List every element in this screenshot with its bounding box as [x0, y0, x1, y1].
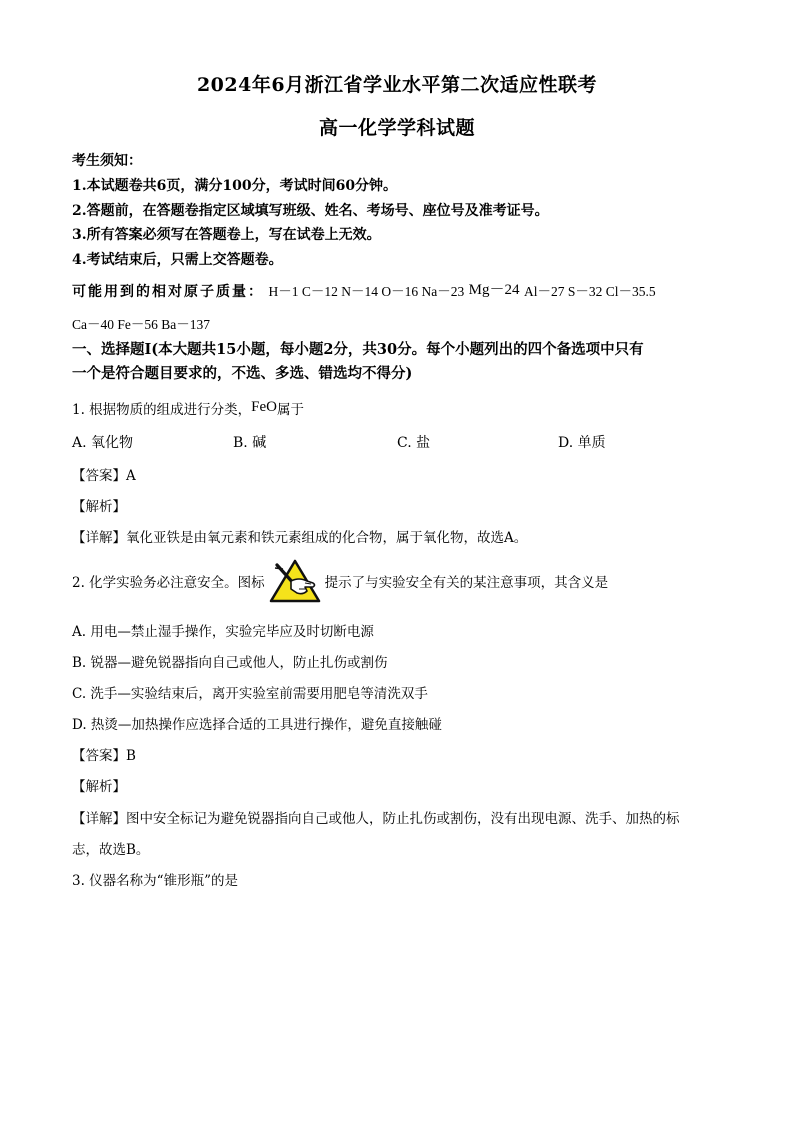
atomic-mass-line-2: Ca－40 Fe－56 Ba－137 — [72, 317, 210, 332]
exam-subtitle: 高一化学学科试题 — [318, 117, 475, 139]
q2-option-a: A. 用电—禁止湿手操作，实验完毕应及时切断电源 — [72, 624, 374, 640]
question-2-text-end: 提示了与实验安全有关的某注意事项，其含义是 — [324, 575, 609, 591]
q2-detail-cont: 志，故选B。 — [72, 842, 150, 858]
sharp-object-warning-icon — [269, 559, 321, 603]
notice-item: 1.本试题卷共6页，满分100分，考试时间60分钟。 — [72, 178, 398, 194]
q2-analysis: 【解析】 — [72, 779, 126, 795]
notice-item: 2.答题前，在答题卷指定区域填写班级、姓名、考场号、座位号及准考证号。 — [72, 203, 549, 219]
q2-option-c: C. 洗手—实验结束后，离开实验室前需要用肥皂等清洗双手 — [72, 686, 428, 702]
q1-analysis: 【解析】 — [72, 499, 126, 515]
question-3-stem: 3. 仪器名称为“锥形瓶”的是 — [72, 873, 238, 889]
q1-option-b: B. 碱 — [233, 435, 267, 451]
formula-feo: FeO — [251, 399, 278, 415]
question-2-text: 2. 化学实验务必注意安全。图标 — [72, 575, 265, 591]
atomic-mass-values: Al－27 S－32 Cl－35.5 — [523, 284, 656, 299]
q1-answer: 【答案】A — [72, 468, 136, 484]
q1-option-d: D. 单质 — [558, 435, 606, 451]
q1-option-a: A. 氧化物 — [72, 435, 134, 451]
question-2-stem — [72, 558, 608, 604]
question-1-text: 1. 根据物质的组成进行分类， — [72, 402, 252, 418]
atomic-mass-mg: Mg－24 — [468, 282, 520, 298]
notice-item: 3.所有答案必须写在答题卷上，写在试卷上无效。 — [72, 227, 381, 243]
exam-title: 2024年6月浙江省学业水平第二次适应性联考 — [196, 74, 598, 96]
atomic-mass-label: 可能用到的相对原子质量： — [72, 284, 264, 300]
question-1-stem — [72, 398, 304, 419]
q2-detail: 【详解】图中安全标记为避免锐器指向自己或他人，防止扎伤或割伤，没有出现电源、洗手、加热的标 — [72, 811, 680, 827]
question-1-text-end: 属于 — [277, 402, 305, 418]
q1-option-c: C. 盐 — [397, 435, 431, 451]
atomic-mass-values: H－1 C－12 N－14 O－16 Na－23 — [268, 284, 465, 299]
q2-answer: 【答案】B — [72, 748, 136, 764]
section-heading: 一、选择题Ⅰ(本大题共15小题，每小题2分，共30分。每个小题列出的四个备选项中只有 — [72, 341, 644, 358]
q1-detail: 【详解】氧化亚铁是由氧元素和铁元素组成的化合物，属于氧化物，故选A。 — [72, 530, 528, 546]
atomic-mass-line — [72, 280, 656, 301]
q2-option-b: B. 锐器—避免锐器指向自己或他人，防止扎伤或割伤 — [72, 655, 388, 671]
notice-heading: 考生须知： — [72, 153, 142, 169]
q2-option-d: D. 热烫—加热操作应选择合适的工具进行操作，避免直接触碰 — [72, 717, 442, 733]
notice-item: 4.考试结束后，只需上交答题卷。 — [72, 252, 283, 268]
section-heading-cont: 一个是符合题目要求的，不选、多选、错选均不得分) — [72, 365, 413, 382]
